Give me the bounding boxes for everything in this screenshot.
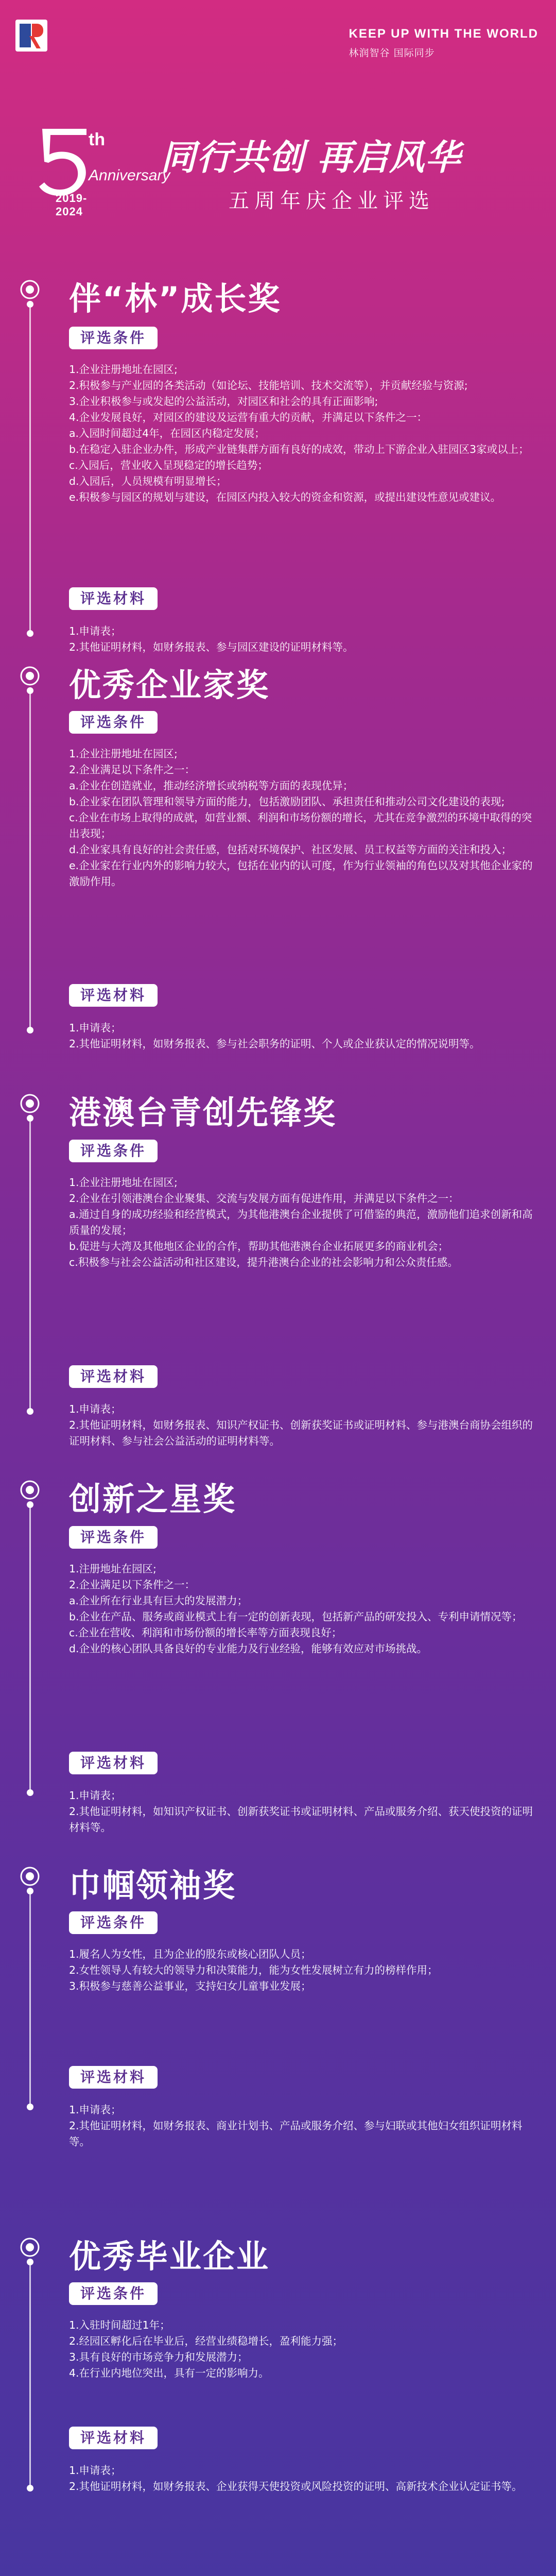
award-title: 伴“林”成长奖: [69, 280, 282, 317]
criteria-item: 1.入驻时间超过1年；: [69, 2319, 170, 2331]
materials-item: 2.其他证明材料，如财务报表、知识产权证书、创新获奖证书或证明材料、参与港澳台商协会组织的证明材料、参与社会公益活动的证明材料等。: [69, 1419, 533, 1447]
award-title: 创新之星奖: [69, 1480, 237, 1518]
materials-item: 2.其他证明材料，如知识产权证书、创新获奖证书或证明材料、产品或服务介绍、获天使投资的证明材料等。: [69, 1805, 533, 1834]
criteria-list: [69, 2317, 535, 2381]
materials-item: 2.其他证明材料，如财务报表、参与园区建设的证明材料等。: [69, 641, 354, 653]
criteria-item: c.入园后，营业收入呈现稳定的增长趋势；: [69, 459, 268, 471]
criteria-list: [69, 1946, 535, 1994]
page-subtitle: 五周年庆企业评选: [229, 189, 435, 213]
company-logo: [15, 20, 47, 52]
timeline-line: [29, 1504, 31, 1793]
timeline-line: [29, 1891, 31, 2107]
materials-item: 1.申请表；: [69, 1403, 121, 1415]
anniversary-word: Anniversary: [89, 167, 170, 184]
criteria-item: 1.企业注册地址在园区;: [69, 748, 178, 760]
materials-item: 1.申请表；: [69, 625, 121, 637]
circle-dot-icon: [20, 666, 40, 686]
criteria-item: 4.企业发展良好，对园区的建设及运营有重大的贡献，并满足以下条件之一：: [69, 411, 428, 423]
circle-dot-icon: [20, 1093, 40, 1114]
criteria-item: 1.企业注册地址在园区;: [69, 363, 178, 376]
criteria-list: [69, 1175, 535, 1270]
materials-list: [69, 623, 535, 655]
anniversary-five-icon: [35, 124, 92, 201]
circle-dot-icon: [20, 279, 40, 300]
timeline-line: [29, 1118, 31, 1412]
timeline-line: [29, 2262, 31, 2488]
materials-item: 2.其他证明材料，如财务报表、企业获得天使投资或风险投资的证明、高新技术企业认定证书等。: [69, 2480, 523, 2493]
criteria-item: d.入园后，人员规模有明显增长；: [69, 475, 227, 487]
criteria-item: d.企业家具有良好的社会责任感，包括对环境保护、社区发展、员工权益等方面的关注和投入；: [69, 843, 512, 856]
criteria-item: 2.企业在引领港澳台企业聚集、交流与发展方面有促进作用，并满足以下条件之一：: [69, 1192, 459, 1205]
criteria-item: 4.在行业内地位突出，具有一定的影响力。: [69, 2367, 269, 2379]
materials-list: [69, 1020, 535, 1052]
criteria-item: c.企业在营收、利润和市场份额的增长率等方面表现良好；: [69, 1626, 342, 1639]
criteria-item: b.企业在产品、服务或商业模式上有一定的创新表现，包括新产品的研发投入、专利申请情况等；: [69, 1611, 523, 1623]
materials-item: 1.申请表；: [69, 2104, 121, 2116]
criteria-label: 评选条件: [69, 711, 158, 734]
criteria-item: 3.积极参与慈善公益事业，支持妇女儿童事业发展；: [69, 1980, 311, 1992]
tagline-cn: 林润智谷 国际同步: [349, 47, 435, 59]
slogan-part-2: 再启风华: [317, 138, 462, 178]
circle-dot-icon: [20, 1480, 40, 1500]
materials-label: 评选材料: [69, 1752, 158, 1774]
anniversary-years: 2019-2024: [56, 192, 88, 218]
award-title: 巾帼领袖奖: [69, 1867, 237, 1904]
criteria-item: 1.履名人为女性，且为企业的股东或核心团队人员；: [69, 1948, 311, 1960]
materials-label: 评选材料: [69, 2427, 158, 2449]
award-title: 优秀企业家奖: [69, 666, 270, 704]
materials-item: 1.申请表；: [69, 1022, 121, 1034]
circle-dot-icon: [20, 2237, 40, 2258]
criteria-item: a.企业在创造就业，推动经济增长或纳税等方面的表现优异；: [69, 779, 354, 792]
materials-item: 2.其他证明材料，如财务报表、商业计划书、产品或服务介绍、参与妇联或其他妇女组织证明材料等。: [69, 2120, 523, 2148]
criteria-item: a.通过自身的成功经验和经营模式，为其他港澳台企业提供了可借鉴的典范，激励他们追求创新和高质量的发展；: [69, 1208, 533, 1236]
circle-dot-icon: [20, 1866, 40, 1887]
criteria-item: a.企业所在行业具有巨大的发展潜力；: [69, 1595, 248, 1607]
criteria-item: e.企业家在行业内外的影响力较大，包括在业内的认可度，作为行业领袖的角色以及对其他企业家的激励作用。: [69, 859, 533, 888]
criteria-item: a.入园时间超过4年，在园区内稳定发展；: [69, 427, 265, 439]
tagline-en: KEEP UP WITH THE WORLD: [349, 27, 538, 41]
materials-item: 1.申请表；: [69, 1789, 121, 1802]
materials-list: [69, 2463, 535, 2495]
criteria-item: 1.注册地址在园区;: [69, 1563, 157, 1575]
timeline-line: [29, 690, 31, 1030]
materials-item: 1.申请表；: [69, 2464, 121, 2477]
anniversary-th: th: [89, 130, 106, 149]
criteria-item: 1.企业注册地址在园区;: [69, 1176, 178, 1189]
materials-item: 2.其他证明材料，如财务报表、参与社会职务的证明、个人或企业获认定的情况说明等。: [69, 1038, 480, 1050]
criteria-label: 评选条件: [69, 327, 158, 349]
criteria-item: b.企业家在团队管理和领导方面的能力，包括激励团队、承担责任和推动公司文化建设的表现;: [69, 795, 505, 808]
header: [0, 0, 556, 242]
criteria-label: 评选条件: [69, 1140, 158, 1162]
materials-label: 评选材料: [69, 587, 158, 610]
tagline: [349, 27, 538, 59]
criteria-label: 评选条件: [69, 2282, 158, 2305]
criteria-item: e.积极参与园区的规划与建设，在园区内投入较大的资金和资源，或提出建设性意见或建议。: [69, 491, 501, 503]
materials-list: [69, 1788, 535, 1836]
criteria-item: b.在稳定入驻企业办件，形成产业链集群方面有良好的成效，带动上下游企业入驻园区3家或以上；: [69, 443, 529, 455]
materials-label: 评选材料: [69, 984, 158, 1007]
criteria-item: c.企业在市场上取得的成就，如营业额、利润和市场份额的增长，尤其在竞争激烈的环境中取得的突出表现；: [69, 811, 532, 840]
criteria-item: c.积极参与社会公益活动和社区建设，提升港澳台企业的社会影响力和公众责任感。: [69, 1256, 458, 1268]
timeline-line: [29, 304, 31, 634]
criteria-item: d.企业的核心团队具备良好的专业能力及行业经验，能够有效应对市场挑战。: [69, 1642, 428, 1655]
criteria-label: 评选条件: [69, 1526, 158, 1549]
award-title: 港澳台青创先锋奖: [69, 1094, 337, 1131]
materials-label: 评选材料: [69, 2066, 158, 2089]
criteria-item: 3.企业积极参与或发起的公益活动，对园区和社会的具有正面影响;: [69, 395, 378, 408]
criteria-list: [69, 746, 535, 890]
criteria-item: 3.具有良好的市场竞争力和发展潜力；: [69, 2351, 248, 2363]
slogan: [161, 130, 474, 180]
criteria-item: b.促进与大湾及其他地区企业的合作，帮助其他港澳台企业拓展更多的商业机会；: [69, 1240, 449, 1252]
award-title: 优秀毕业企业: [69, 2238, 270, 2275]
materials-list: [69, 1401, 535, 1449]
criteria-label: 评选条件: [69, 1911, 158, 1934]
materials-list: [69, 2102, 535, 2150]
criteria-item: 2.企业满足以下条件之一：: [69, 764, 196, 776]
slogan-part-1: 同行共创: [161, 138, 305, 178]
criteria-item: 2.积极参与产业园的各类活动（如论坛、技能培训、技术交流等），并贡献经验与资源;: [69, 379, 468, 392]
criteria-list: [69, 362, 535, 505]
criteria-item: 2.经园区孵化后在毕业后，经营业绩稳增长，盈利能力强；: [69, 2335, 343, 2347]
criteria-item: 2.女性领导人有较大的领导力和决策能力，能为女性发展树立有力的榜样作用；: [69, 1964, 438, 1976]
materials-label: 评选材料: [69, 1365, 158, 1388]
criteria-list: [69, 1561, 535, 1657]
criteria-item: 2.企业满足以下条件之一：: [69, 1579, 196, 1591]
